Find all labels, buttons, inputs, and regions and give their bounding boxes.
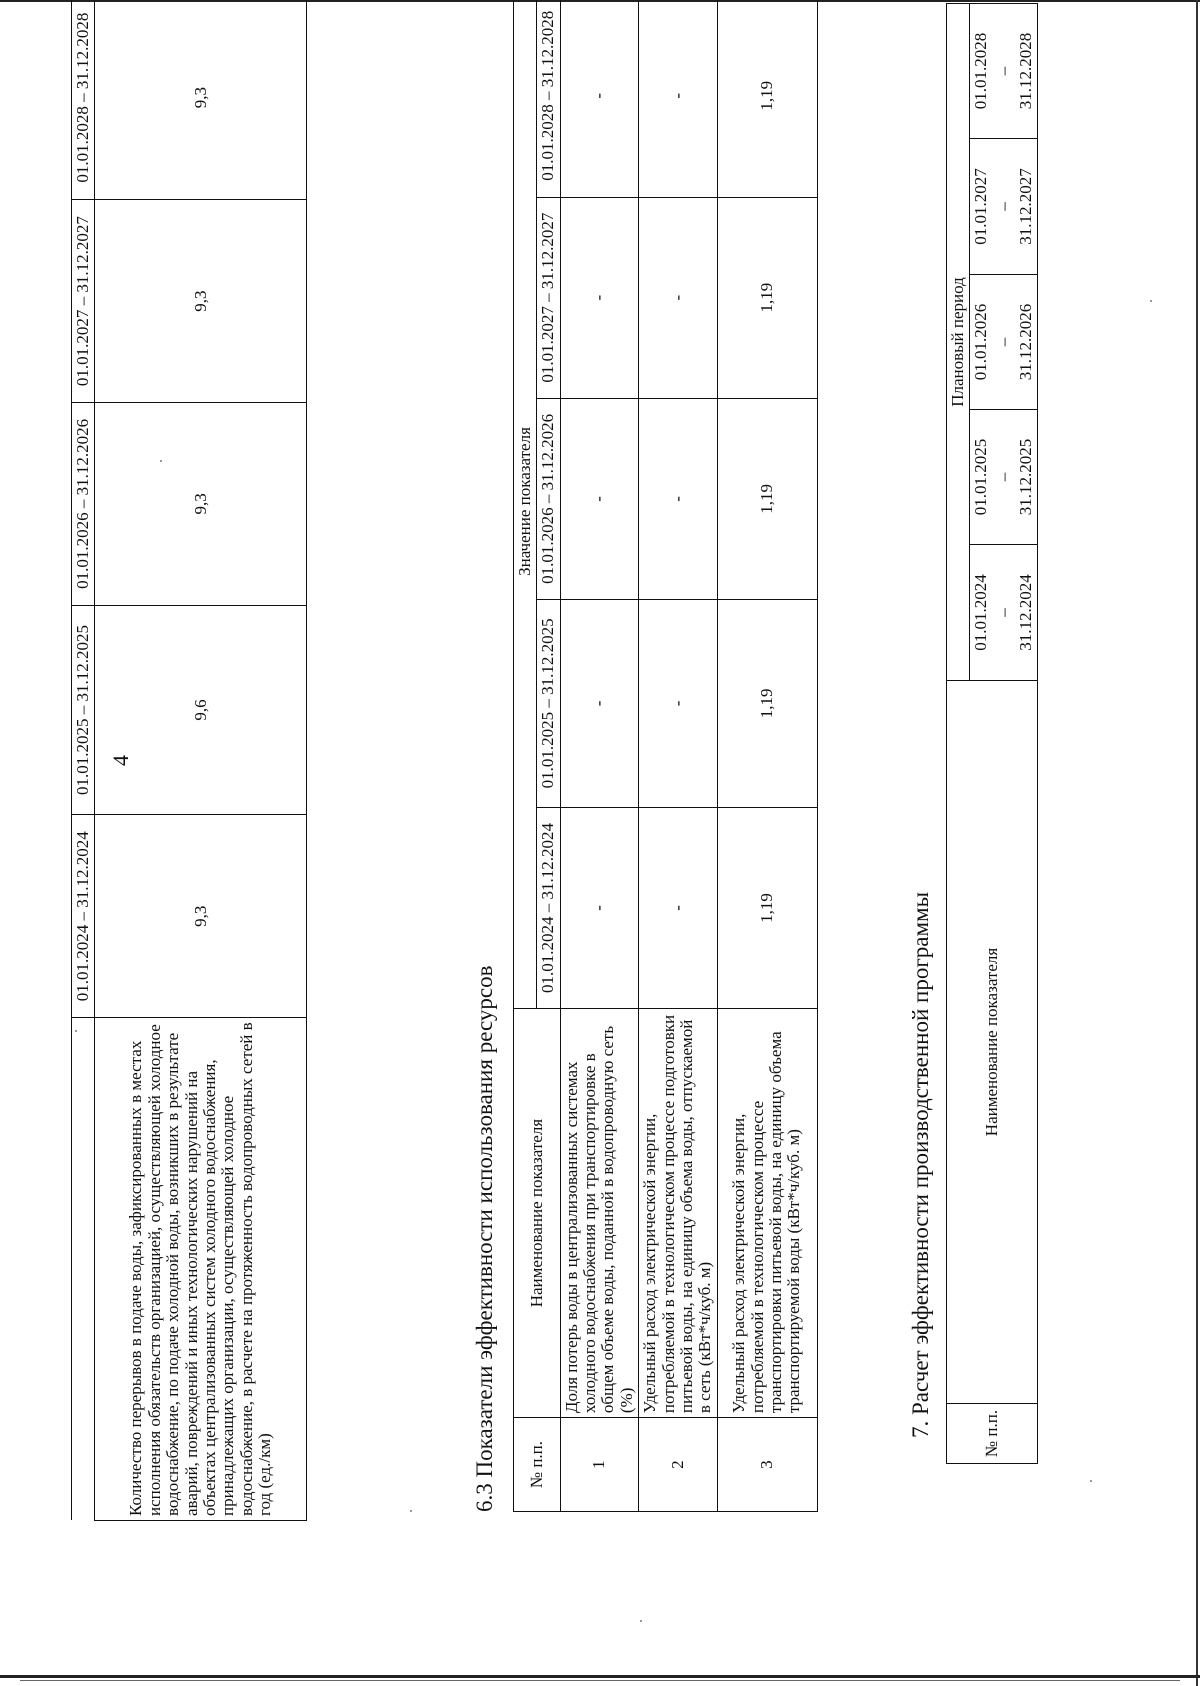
page-number: 4 — [108, 755, 133, 766]
interruptions-table — [71, 0, 307, 1521]
period-dash: – — [993, 3, 1015, 138]
row-number-cell: 2 — [639, 1418, 717, 1512]
value-cell: - — [560, 398, 638, 599]
value-cell: - — [639, 0, 717, 197]
period-start: 01.01.2026 — [970, 275, 993, 410]
value-cell: 9,3 — [95, 200, 307, 403]
period-end: 31.12.2027 — [1015, 139, 1038, 275]
row-number-cell: 1 — [560, 1418, 638, 1512]
value-cell: 1,19 — [717, 0, 817, 197]
value-cell: - — [560, 599, 638, 807]
header-blank-cell — [72, 1018, 95, 1521]
table-row — [639, 0, 717, 1512]
name-header: Наименование показателя — [514, 1009, 561, 1418]
name-header: Наименование показателя — [947, 681, 1038, 1404]
value-group-header: Значение показателя — [514, 0, 537, 1009]
number-header: № п.п. — [947, 1404, 1038, 1464]
table-header-row — [514, 0, 537, 1512]
value-cell: - — [639, 599, 717, 807]
number-header: № п.п. — [514, 1418, 561, 1512]
period-dash: – — [993, 139, 1015, 275]
period-header: 01.01.2025 – 31.12.2025 — [537, 599, 560, 807]
period-header: 01.01.2027 – 31.12.2027 — [537, 197, 560, 398]
value-cell: 1,19 — [717, 398, 817, 599]
period-start: 01.01.2025 — [970, 410, 993, 545]
value-cell: - — [560, 807, 638, 1008]
period-start: 01.01.2027 — [970, 139, 993, 275]
indicator-name-cell: Доля потерь воды в централизованных системах холодного водоснабжения при транспортировке в общем объеме воды, поданной в водопроводную сеть (%) — [560, 1009, 638, 1418]
value-cell: 9,3 — [95, 815, 307, 1018]
planned-period-header: Плановый период — [947, 3, 970, 680]
period-header: 01.01.2024 – 31.12.2024 — [72, 815, 95, 1018]
value-cell: 1,19 — [717, 197, 817, 398]
period-start: 01.01.2024 — [970, 545, 993, 681]
value-cell: 9,3 — [95, 0, 307, 200]
period-dash: – — [993, 410, 1015, 545]
period-end: 31.12.2024 — [1015, 545, 1038, 681]
value-cell: 9,3 — [95, 402, 307, 605]
period-end: 31.12.2028 — [1015, 3, 1038, 138]
program-efficiency-table — [946, 3, 1038, 1464]
table-header-row — [72, 0, 95, 1521]
period-header: 01.01.2025 – 31.12.2025 — [72, 605, 95, 815]
table-row — [717, 0, 817, 1512]
value-cell: - — [560, 197, 638, 398]
period-start: 01.01.2028 — [970, 3, 993, 138]
period-header: 01.01.2028 – 31.12.2028 — [72, 0, 95, 200]
section-7-title: 7. Расчет эффективности производственной программы — [908, 891, 933, 1438]
table-header-row — [947, 3, 970, 1463]
section-6-3-title: 6.3 Показатели эффективности использования ресурсов — [472, 965, 497, 1512]
indicator-name-cell: Удельный расход электрической энергии, потребляемой в технологическом процессе транспортировки питьевой воды, на единицу объема транспортируемой воды (кВт*ч/куб. м) — [717, 1009, 817, 1418]
value-cell: - — [639, 398, 717, 599]
value-cell: - — [639, 197, 717, 398]
indicator-name-cell: Количество перерывов в подаче воды, зафиксированных в местах исполнения обязательств организацией, осуществляющей холодное водоснабжение, по подаче холодной воды, возникших в результате аварий, повреждений и иных технологических нарушений на объектах централизованных систем холодного водоснабжения, принадлежащих организации, осуществляющей холодное водоснабжение, в расчете на протяженность водопроводных сетей в год (ед./км) — [95, 1018, 307, 1521]
period-header: 01.01.2026 – 31.12.2026 — [72, 402, 95, 605]
period-header: 01.01.2024 – 31.12.2024 — [537, 807, 560, 1008]
value-cell: - — [560, 0, 638, 197]
value-cell: - — [639, 807, 717, 1008]
period-dash: – — [993, 275, 1015, 410]
value-cell: 1,19 — [717, 599, 817, 807]
period-end: 31.12.2025 — [1015, 410, 1038, 545]
indicator-name-cell: Удельный расход электрической энергии, потребляемой в технологическом процессе подготовки питьевой воды, на единицу объема воды, отпускаемой в сеть (кВт*ч/куб. м) — [639, 1009, 717, 1418]
period-header: 01.01.2026 – 31.12.2026 — [537, 398, 560, 599]
value-cell: 1,19 — [717, 807, 817, 1008]
period-end: 31.12.2026 — [1015, 275, 1038, 410]
period-header: 01.01.2028 – 31.12.2028 — [537, 0, 560, 197]
resource-efficiency-table — [513, 0, 818, 1512]
period-dash: – — [993, 545, 1015, 681]
table-row — [560, 0, 638, 1512]
value-cell: 9,6 — [95, 605, 307, 815]
period-header: 01.01.2027 – 31.12.2027 — [72, 200, 95, 403]
table-row — [95, 0, 307, 1521]
row-number-cell: 3 — [717, 1418, 817, 1512]
